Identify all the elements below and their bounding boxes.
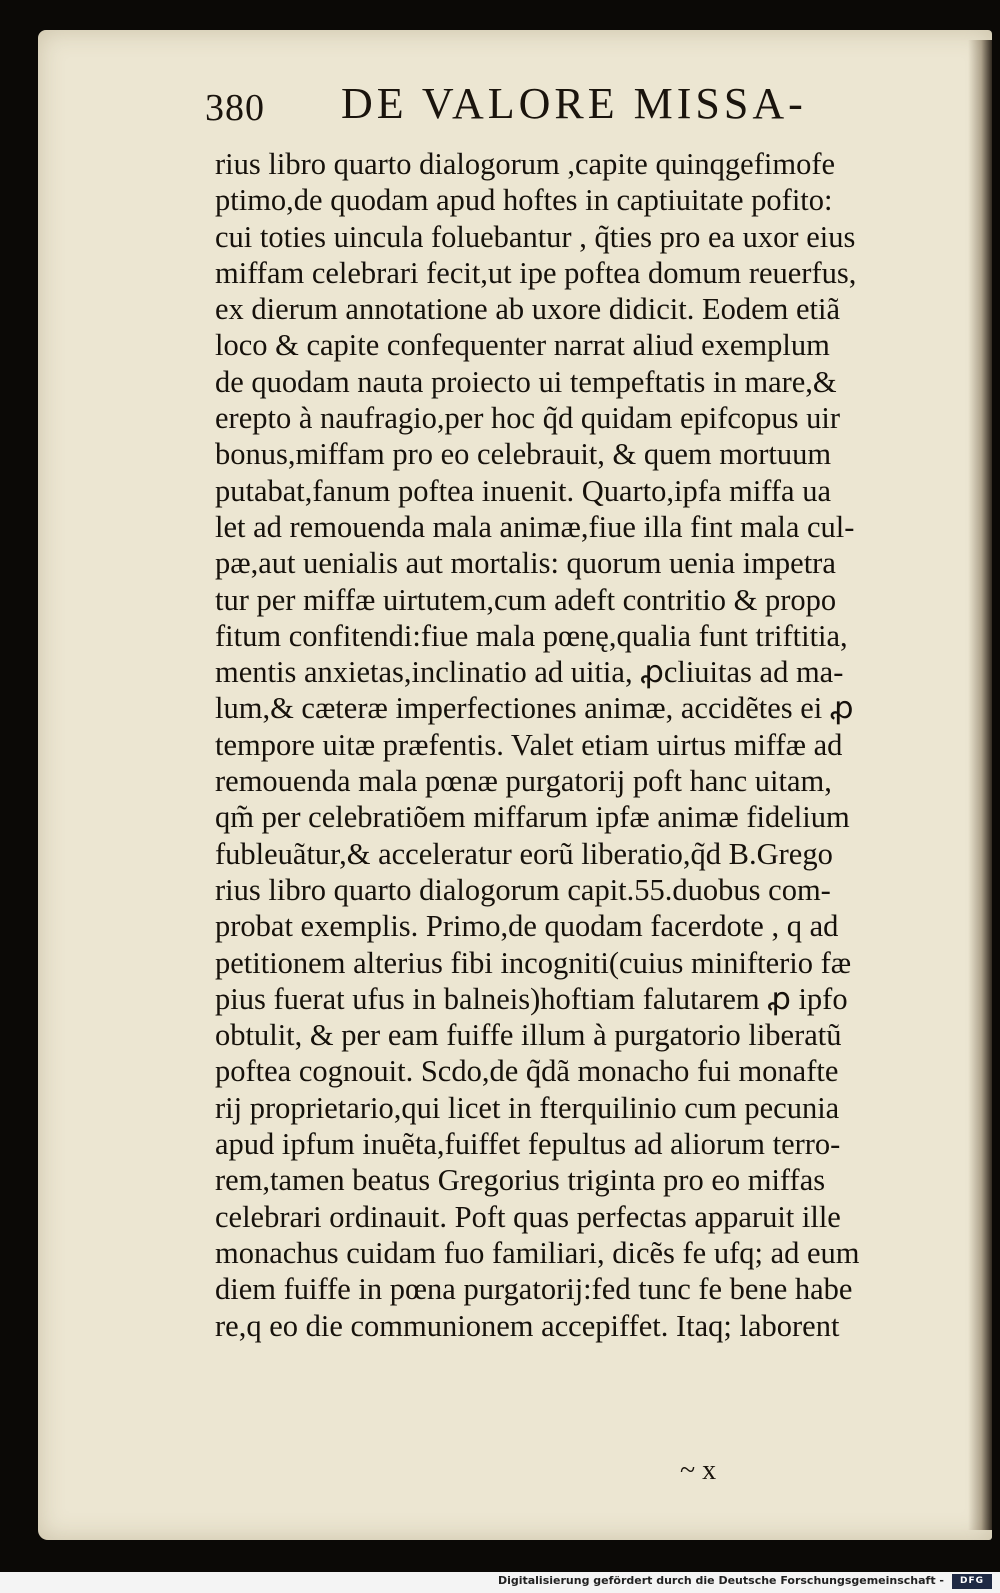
page-number: 380 bbox=[205, 87, 265, 129]
text-line: probat exemplis. Primo,de quodam facerdote , q ad bbox=[215, 909, 839, 944]
text-line: de quodam nauta proiecto ui tempeftatis in mare,& bbox=[215, 364, 837, 399]
text-line: obtulit, & per eam fuiffe illum à purgatorio liberatũ bbox=[215, 1018, 842, 1053]
text-line: erepto à naufragio,per hoc q̃d quidam epifcopus uir bbox=[215, 401, 841, 436]
text-line: tur per miffæ uirtutem,cum adeft contritio & propo bbox=[215, 582, 837, 617]
text-line: monachus cuidam fuo familiari, dicẽs fe ufq; ad eum bbox=[215, 1235, 860, 1270]
text-line: ptimo,de quodam apud hoftes in captiuitate pofito: bbox=[215, 183, 833, 218]
body-text bbox=[215, 146, 935, 1344]
text-line: celebrari ordinauit. Poft quas perfectas apparuit ille bbox=[215, 1199, 841, 1234]
text-line: bonus,miffam pro eo celebrauit, & quem mortuum bbox=[215, 437, 832, 472]
text-line: re,q eo die communionem accepiffet. Itaq; laborent bbox=[215, 1308, 840, 1343]
text-line: rius libro quarto dialogorum ,capite quinqgefimofe bbox=[215, 147, 836, 181]
running-head: DE VALORE MISSA- bbox=[341, 79, 807, 128]
text-line: rij proprietario,qui licet in fterquilinio cum pecunia bbox=[215, 1090, 840, 1125]
text-line: rius libro quarto dialogorum capit.55.duobus com- bbox=[215, 872, 831, 907]
text-line: apud ipfum inuẽta,fuiffet fepultus ad aliorum terro- bbox=[215, 1127, 841, 1162]
text-line: qm̃ per celebratiõem miffarum ipfæ animæ fidelium bbox=[215, 800, 850, 835]
text-line: tempore uitæ præfentis. Valet etiam uirtus miffæ ad bbox=[215, 727, 843, 762]
text-line: petitionem alterius fibi incogniti(cuius minifterio fæ bbox=[215, 945, 852, 980]
text-line: putabat,fanum poftea inuenit. Quarto,ipfa miffa ua bbox=[215, 473, 832, 508]
text-line: mentis anxietas,inclinatio ad uitia, ꝓcliuitas ad ma- bbox=[215, 655, 844, 690]
page-gutter-shadow bbox=[968, 40, 992, 1530]
text-line: loco & capite confequenter narrat aliud exemplum bbox=[215, 328, 830, 363]
text-line: pæ,aut uenialis aut mortalis: quorum uenia impetra bbox=[215, 546, 836, 581]
text-line: lum,& cæteræ imperfectiones animæ, accidẽtes ei ꝓ bbox=[215, 691, 854, 726]
text-line: remouenda mala pœnæ purgatorij poft hanc uitam, bbox=[215, 764, 832, 799]
text-line: miffam celebrari fecit,ut ipe poftea domum reuerfus, bbox=[215, 255, 857, 290]
text-line: pius fuerat ufus in balneis)hoftiam falutarem ꝓ ipfo bbox=[215, 981, 848, 1016]
text-line: poftea cognouit. Scdo,de q̃dã monacho fui monafte bbox=[215, 1054, 839, 1089]
dfg-logo: DFG bbox=[952, 1574, 992, 1589]
text-line: fitum confitendi:fiue mala pœnę,qualia funt triftitia, bbox=[215, 618, 848, 653]
catchword-mark: ~ x bbox=[680, 1455, 717, 1486]
text-line: diem fuiffe in pœna purgatorij:fed tunc fe bene habe bbox=[215, 1272, 853, 1307]
text-line: ex dierum annotatione ab uxore didicit. Eodem etiã bbox=[215, 292, 841, 327]
text-line: rem,tamen beatus Gregorius triginta pro eo miffas bbox=[215, 1163, 826, 1198]
text-line: cui toties uincula foluebantur , q̃ties pro ea uxor eius bbox=[215, 219, 856, 254]
digitization-footer bbox=[0, 1572, 1000, 1593]
text-line: let ad remouenda mala animæ,fiue illa fint mala cul- bbox=[215, 509, 855, 544]
page-header bbox=[205, 78, 845, 138]
text-line: fubleuãtur,& acceleratur eorũ liberatio,q̃d B.Grego bbox=[215, 836, 833, 871]
funding-credit: Digitalisierung gefördert durch die Deutsche Forschungsgemeinschaft - bbox=[497, 1574, 944, 1587]
